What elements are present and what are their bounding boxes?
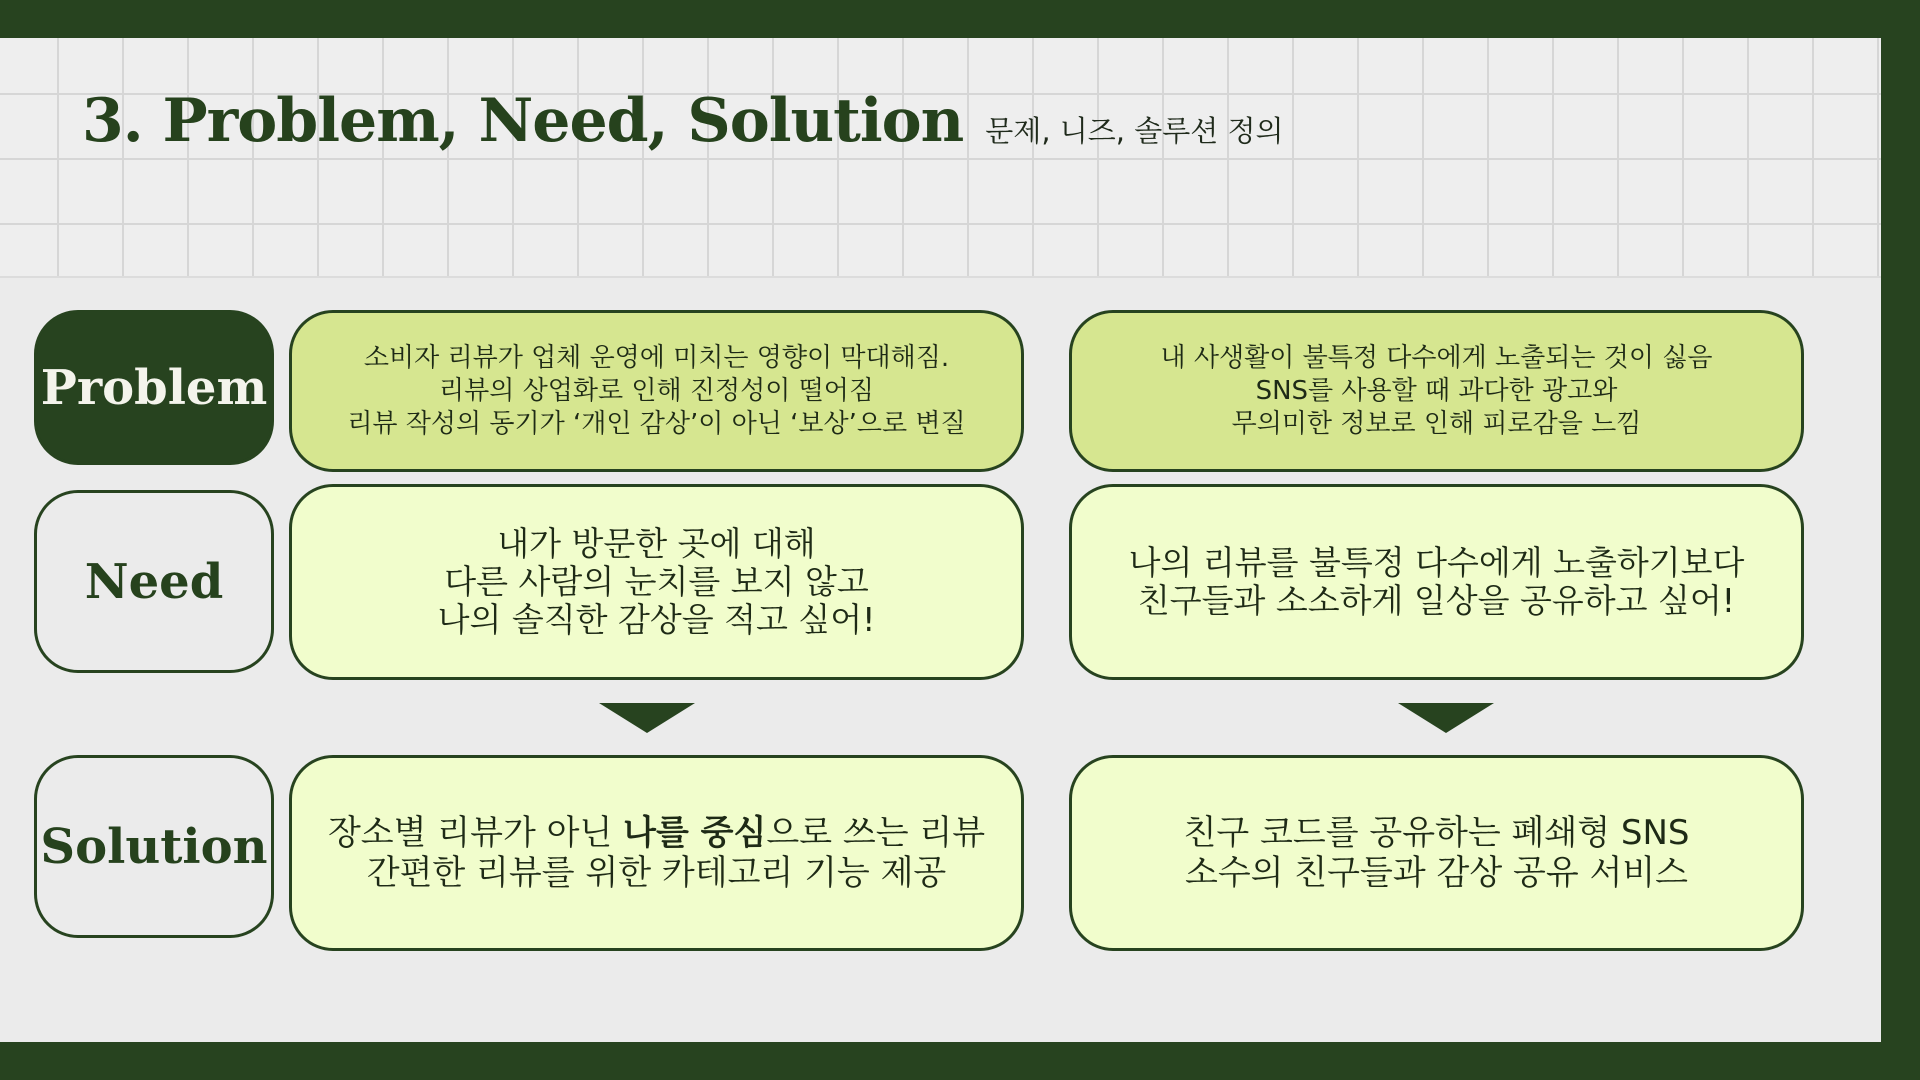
problem-right-line: 무의미한 정보로 인해 피로감을 느낌 — [1231, 408, 1642, 439]
need-right-line: 나의 리뷰를 불특정 다수에게 노출하기보다 — [1128, 543, 1745, 582]
problem-left-line: 리뷰 작성의 동기가 ‘개인 감상’이 아닌 ‘보상’으로 변질 — [347, 408, 966, 439]
solution-box-right — [1069, 755, 1804, 951]
problem-left-line: 소비자 리뷰가 업체 운영에 미치는 영향이 막대해짐. — [363, 342, 950, 373]
problem-left-line: 리뷰의 상업화로 인해 진정성이 떨어짐 — [439, 375, 874, 406]
need-left-line: 다른 사람의 눈치를 보지 않고 — [444, 562, 869, 601]
solution-right-line: 소수의 친구들과 감상 공유 서비스 — [1184, 853, 1689, 893]
down-triangle-icon — [599, 703, 695, 733]
solution-right-line: 친구 코드를 공유하는 폐쇄형 SNS — [1183, 813, 1690, 853]
need-right-line: 친구들과 소소하게 일상을 공유하고 싶어! — [1137, 581, 1736, 620]
page-title: 3. Problem, Need, Solution — [82, 86, 964, 156]
solution-left-text-bold: 나를 중심 — [623, 813, 767, 853]
need-box-left — [289, 484, 1024, 680]
solution-left-text-post: 으로 쓰는 리뷰 — [766, 813, 986, 853]
need-box-right — [1069, 484, 1804, 680]
problem-label: Problem — [34, 310, 274, 465]
problem-box-right — [1069, 310, 1804, 472]
solution-box-left — [289, 755, 1024, 951]
solution-left-text-pre: 장소별 리뷰가 아닌 — [327, 813, 624, 853]
need-label: Need — [34, 490, 274, 673]
down-triangle-icon — [1398, 703, 1494, 733]
slide — [0, 38, 1881, 1042]
problem-right-line: 내 사생활이 불특정 다수에게 노출되는 것이 싫음 — [1160, 342, 1713, 373]
title-row — [82, 86, 1284, 156]
solution-left-line — [328, 813, 985, 853]
solution-left-line: 간편한 리뷰를 위한 카테고리 기능 제공 — [366, 853, 947, 893]
problem-box-left — [289, 310, 1024, 472]
problem-right-line: SNS를 사용할 때 과다한 광고와 — [1255, 375, 1618, 406]
solution-label: Solution — [34, 755, 274, 938]
grid-background — [0, 38, 1881, 278]
need-left-line: 내가 방문한 곳에 대해 — [497, 524, 816, 563]
page-subtitle: 문제, 니즈, 솔루션 정의 — [985, 114, 1284, 148]
need-left-line: 나의 솔직한 감상을 적고 싶어! — [437, 600, 876, 639]
